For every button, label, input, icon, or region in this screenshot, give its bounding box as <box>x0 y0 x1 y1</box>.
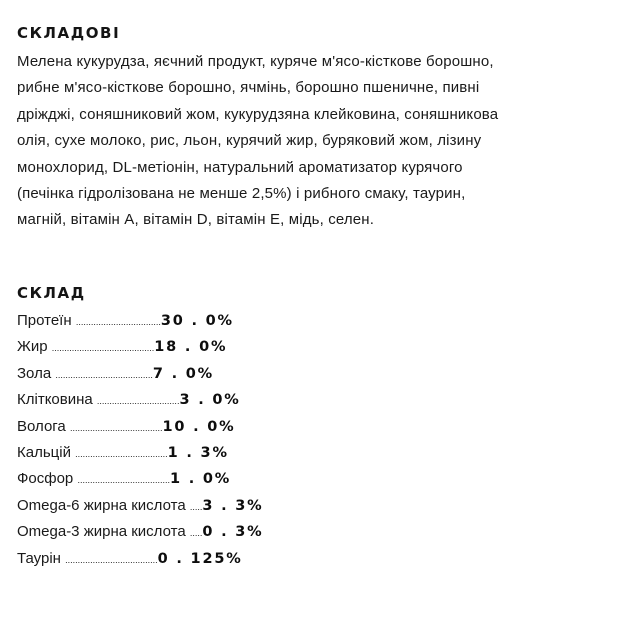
composition-row-moisture <box>17 414 263 440</box>
ingredients-paragraph <box>17 49 617 234</box>
composition-row-fiber <box>17 387 263 413</box>
nutrient-name: Omega-3 жирна кислота <box>17 523 190 541</box>
ingredients-heading: СКЛАДОВІ <box>17 24 121 42</box>
nutrient-name: Клітковина <box>17 391 97 409</box>
dot-leader: ......................................... <box>51 343 155 354</box>
nutrient-name: Таурін <box>17 549 66 567</box>
ingredients-line: Мелена кукурудза, яєчний продукт, куряче м'ясо-кісткове борошно, <box>17 53 494 70</box>
composition-row-protein <box>17 308 263 334</box>
nutrient-name: Кальцій <box>17 443 76 461</box>
nutrient-value: 3 . 0% <box>179 392 241 409</box>
dot-leader: ..... <box>189 528 203 539</box>
composition-row-omega3 <box>17 519 263 545</box>
composition-row-taurine <box>17 546 263 572</box>
nutrient-value: 1 . 0% <box>169 471 232 488</box>
composition-row-ash <box>17 361 263 387</box>
ingredients-line: монохлорид, DL-метіонін, натуральний ароматизатор курячого <box>17 158 463 176</box>
nutrient-name: Omega-6 жирна кислота <box>17 496 190 514</box>
ingredients-line: дріжджі, соняшниковий жом, кукурудзяна клейковина, соняшникова <box>17 105 499 123</box>
ingredients-line: (печінка гідролізована не менше 2,5%) і рибного смаку, таурин, <box>17 185 466 203</box>
dot-leader: ....................................... <box>55 369 153 380</box>
nutrient-name: Зола <box>17 364 56 382</box>
dot-leader: ................................. <box>96 396 180 407</box>
nutrient-value: 0 . 125% <box>157 550 243 567</box>
dot-leader: ..................................... <box>77 475 170 486</box>
nutrient-value: 0 . 3% <box>202 524 264 541</box>
dot-leader: .................................. <box>75 317 161 327</box>
nutrient-name: Жир <box>17 338 52 356</box>
dot-leader: ..... <box>189 501 203 512</box>
dot-leader: ..................................... <box>69 422 163 433</box>
composition-row-omega6 <box>17 493 263 519</box>
composition-row-calcium <box>17 440 263 466</box>
composition-row-fat <box>17 334 263 360</box>
composition-row-phosphorus <box>17 466 263 492</box>
ingredients-line: рибне м'ясо-кісткове борошно, ячмінь, борошно пшеничне, пивні <box>17 79 480 97</box>
nutrient-value: 30 . 0% <box>160 313 234 329</box>
nutrient-value: 10 . 0% <box>162 418 236 435</box>
composition-list <box>17 308 263 572</box>
nutrient-name: Волога <box>17 417 70 435</box>
nutrient-name: Фосфор <box>17 470 78 488</box>
composition-heading: СКЛАД <box>17 284 86 302</box>
dot-leader: ..................................... <box>75 448 168 459</box>
dot-leader: ..................................... <box>65 554 158 565</box>
ingredients-line: магній, вітамін А, вітамін D, вітамін Е, мідь, селен. <box>17 211 375 229</box>
ingredients-line: олія, сухе молоко, рис, льон, курячий жир, буряковий жом, лізину <box>17 132 482 150</box>
nutrient-value: 18 . 0% <box>154 339 228 356</box>
nutrient-value: 1 . 3% <box>167 444 229 461</box>
nutrient-value: 3 . 3% <box>202 497 264 514</box>
nutrient-value: 7 . 0% <box>152 365 214 382</box>
nutrient-name: Протеїн <box>17 312 76 329</box>
